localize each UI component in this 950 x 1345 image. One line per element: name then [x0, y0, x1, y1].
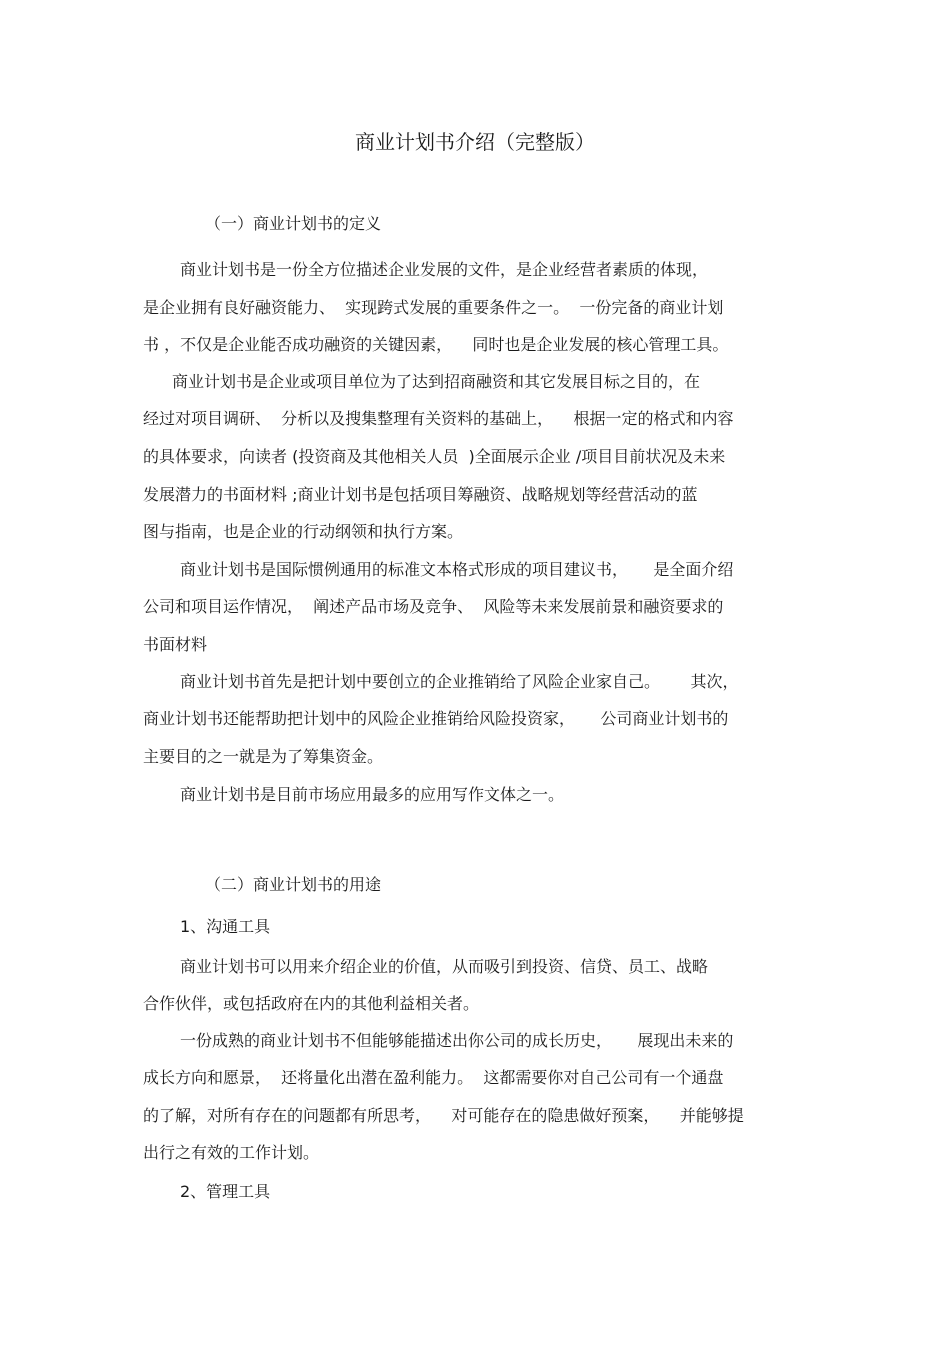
paragraph-line: 书 ，不仅是企业能否成功融资的关键因素， 同时也是企业发展的核心管理工具。: [143, 335, 729, 354]
paragraph-line: 商业计划书还能帮助把计划中的风险企业推销给风险投资家， 公司商业计划书的: [143, 709, 729, 728]
paragraph-line: 商业计划书是一份全方位描述企业发展的文件，是企业经营者素质的体现，: [180, 260, 709, 279]
paragraph-line: 商业计划书可以用来介绍企业的价值，从而吸引到投资、信贷、员工、战略: [180, 957, 709, 976]
section-heading-uses: （二）商业计划书的用途: [205, 875, 382, 894]
paragraph-line: 发展潜力的书面材料 ;商业计划书是包括项目筹融资、战略规划等经营活动的蓝: [143, 485, 698, 504]
paragraph-line: 出行之有效的工作计划。: [143, 1143, 320, 1162]
paragraph-line: 书面材料: [143, 635, 208, 654]
subheading-management: 2、管理工具: [180, 1182, 271, 1201]
paragraph-line: 图与指南，也是企业的行动纲领和执行方案。: [143, 522, 464, 541]
paragraph-line: 一份成熟的商业计划书不但能够能描述出你公司的成长历史， 展现出未来的: [180, 1031, 734, 1050]
section-heading-definition: （一）商业计划书的定义: [205, 214, 382, 233]
paragraph-line: 主要目的之一就是为了筹集资金。: [143, 747, 384, 766]
paragraph-line: 商业计划书是目前市场应用最多的应用写作文体之一。: [180, 785, 565, 804]
paragraph-line: 公司和项目运作情况， 阐述产品市场及竞争、 风险等未来发展前景和融资要求的: [143, 597, 724, 616]
paragraph-line: 合作伙伴，或包括政府在内的其他利益相关者。: [143, 994, 480, 1013]
paragraph-line: 的具体要求，向读者 (投资商及其他相关人员 )全面展示企业 /项目目前状况及未来: [143, 447, 726, 466]
paragraph-line: 经过对项目调研、 分析以及搜集整理有关资料的基础上， 根据一定的格式和内容: [143, 409, 734, 428]
paragraph-line: 成长方向和愿景， 还将量化出潜在盈利能力。 这都需要你对自己公司有一个通盘: [143, 1068, 724, 1087]
paragraph-line: 商业计划书是企业或项目单位为了达到招商融资和其它发展目标之目的，在: [172, 372, 701, 391]
paragraph-line: 商业计划书是国际惯例通用的标准文本格式形成的项目建议书， 是全面介绍: [180, 560, 734, 579]
paragraph-line: 是企业拥有良好融资能力、 实现跨式发展的重要条件之一。 一份完备的商业计划: [143, 298, 724, 317]
document-title: 商业计划书介绍（完整版）: [355, 130, 595, 154]
paragraph-line: 的了解，对所有存在的问题都有所思考， 对可能存在的隐患做好预案， 并能够提: [143, 1106, 744, 1125]
paragraph-line: 商业计划书首先是把计划中要创立的企业推销给了风险企业家自己。 其次，: [180, 672, 739, 691]
subheading-communication: 1、沟通工具: [180, 917, 271, 936]
